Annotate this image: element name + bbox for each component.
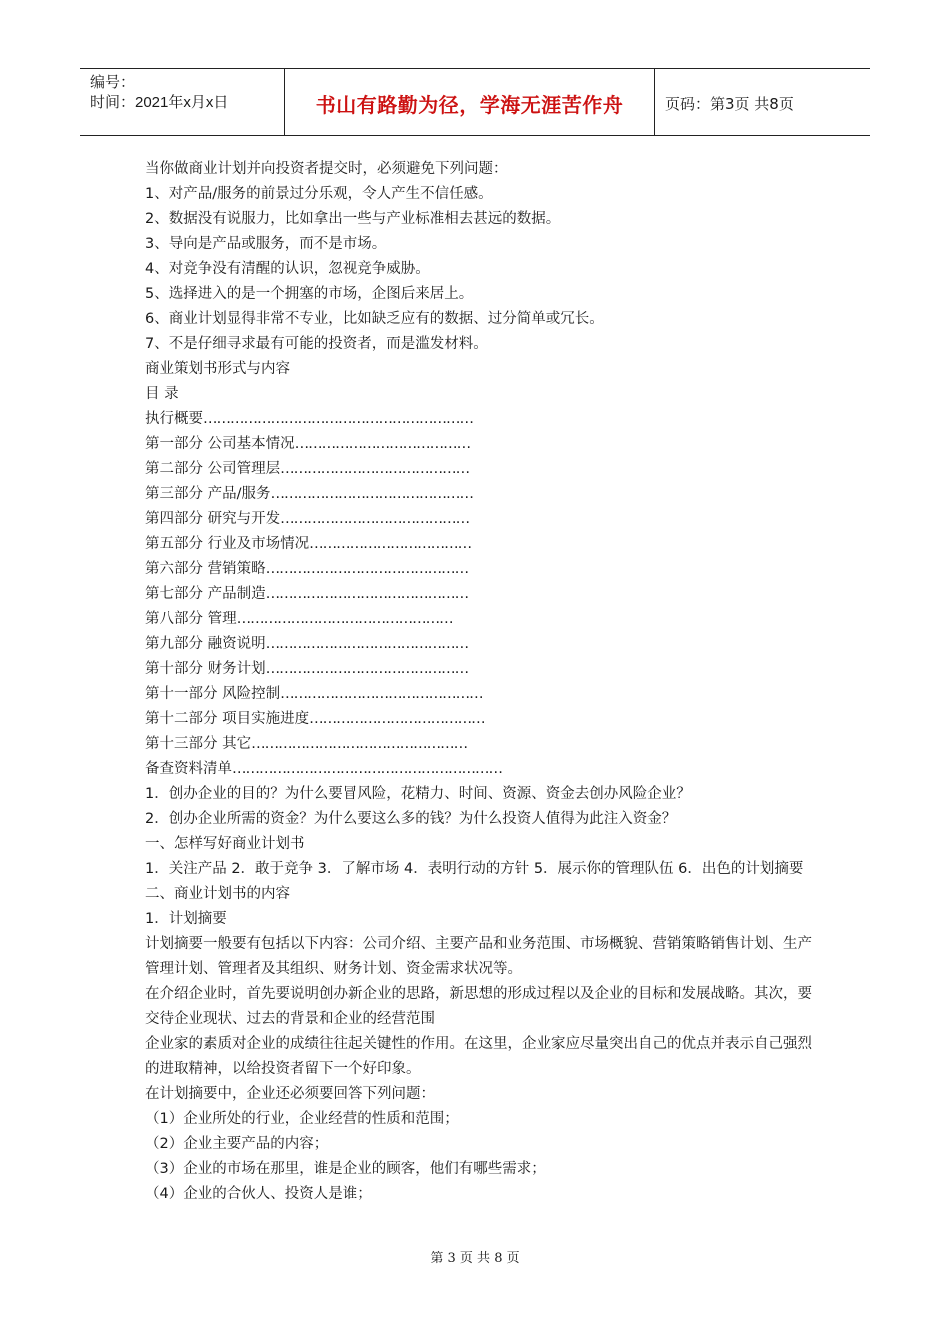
toc-entry: [145, 757, 815, 782]
toc-entry-label: 备查资料清单: [145, 761, 232, 777]
toc-entry-label: 第六部分 营销策略: [145, 561, 266, 577]
header-meta: [90, 73, 228, 113]
text-line: 4、对竞争没有清醒的认识，忽视竞争威胁。: [145, 261, 430, 277]
toc-heading: 目 录: [145, 386, 179, 402]
toc-leader-dots: ……………………………………………………: [232, 761, 502, 777]
toc-leader-dots: ………………………………………: [280, 686, 483, 702]
toc-leader-dots: …………………………………………: [236, 611, 453, 627]
toc-entry: [145, 507, 815, 532]
toc-entry-label: 执行概要: [145, 411, 203, 427]
toc-entry-label: 第九部分 融资说明: [145, 636, 266, 652]
page-footer: 第 3 页 共 8 页: [430, 1251, 520, 1266]
text-line: 1、对产品/服务的前景过分乐观，令人产生不信任感。: [145, 186, 493, 202]
header-number-label: 编号：: [90, 74, 136, 91]
toc-leader-dots: …………………………………: [309, 711, 485, 727]
toc-entry: [145, 632, 815, 657]
text-line: 2．创办企业所需的资金？为什么要这么多的钱？为什么投资人值得为此注入资金？: [145, 811, 677, 827]
toc-leader-dots: ………………………………………: [265, 561, 469, 577]
text-line: （3）企业的市场在那里，谁是企业的顾客，他们有哪些需求；: [145, 1161, 546, 1177]
toc-leader-dots: …………………………………………: [251, 736, 468, 752]
text-line: 6、商业计划显得非常不专业，比如缺乏应有的数据、过分简单或冗长。: [145, 311, 604, 327]
header-divider: [654, 69, 655, 135]
toc-entry: [145, 607, 815, 632]
section-heading: 商业策划书形式与内容: [145, 361, 290, 377]
section-heading: 二、商业计划书的内容: [145, 886, 290, 902]
toc-leader-dots: ………………………………………: [265, 636, 469, 652]
paragraph: 1．关注产品 2．敢于竞争 3．了解市场 4．表明行动的方针 5．展示你的管理队伍 6．出色的计划摘要: [145, 861, 804, 877]
toc-entry-label: 第十一部分 风险控制: [145, 686, 281, 702]
header-date-label: 时间：2021年x月x日: [90, 94, 229, 111]
toc-entry-label: 第三部分 产品/服务: [145, 486, 271, 502]
text-line: （4）企业的合伙人、投资人是谁；: [145, 1186, 372, 1202]
toc-entry: [145, 532, 815, 557]
header-page-label: 页码：第3页 共8页: [665, 95, 794, 113]
document-body: [145, 157, 815, 1207]
toc-entry: [145, 407, 815, 432]
toc-entry-label: 第十部分 财务计划: [145, 661, 266, 677]
text-line: 1．创办企业的目的？为什么要冒风险，花精力、时间、资源、资金去创办风险企业？: [145, 786, 691, 802]
toc-entry-label: 第五部分 行业及市场情况: [145, 536, 310, 552]
toc-leader-dots: ………………………………: [309, 536, 472, 552]
toc-entry-label: 第一部分 公司基本情况: [145, 436, 295, 452]
toc-entry-label: 第十二部分 项目实施进度: [145, 711, 310, 727]
toc-entry: [145, 707, 815, 732]
toc-entry-label: 第四部分 研究与开发: [145, 511, 281, 527]
text-line: 当你做商业计划并向投资者提交时，必须避免下列问题：: [145, 161, 508, 177]
toc-leader-dots: ……………………………………: [280, 461, 470, 477]
text-line: 在计划摘要中，企业还必须要回答下列问题：: [145, 1086, 435, 1102]
text-line: 7、不是仔细寻求最有可能的投资者，而是滥发材料。: [145, 336, 488, 352]
toc-entry-label: 第二部分 公司管理层: [145, 461, 281, 477]
toc-entry: [145, 482, 815, 507]
toc-leader-dots: ………………………………………: [265, 586, 469, 602]
paragraph: 企业家的素质对企业的成绩往往起关键性的作用。在这里，企业家应尽量突出自己的优点并表示自己强烈的进取精神，以给投资者留下一个好印象。: [145, 1036, 812, 1077]
paragraph: 计划摘要一般要有包括以下内容：公司介绍、主要产品和业务范围、市场概貌、营销策略销售计划、生产管理计划、管理者及其组织、财务计划、资金需求状况等。: [145, 936, 812, 977]
subsection-heading: 1．计划摘要: [145, 911, 227, 927]
text-line: 2、数据没有说服力，比如拿出一些与产业标准相去甚远的数据。: [145, 211, 561, 227]
toc-entry-label: 第十三部分 其它: [145, 736, 252, 752]
paragraph: 在介绍企业时，首先要说明创办新企业的思路，新思想的形成过程以及企业的目标和发展战略。其次，要交待企业现状、过去的背景和企业的经营范围: [145, 986, 812, 1027]
text-line: （1）企业所处的行业，企业经营的性质和范围；: [145, 1111, 459, 1127]
toc-entry-label: 第八部分 管理: [145, 611, 237, 627]
toc-entry: [145, 457, 815, 482]
toc-entry: [145, 732, 815, 757]
page-header: [80, 68, 870, 136]
section-heading: 一、怎样写好商业计划书: [145, 836, 305, 852]
toc-leader-dots: ………………………………………: [270, 486, 473, 502]
toc-leader-dots: ………………………………………: [265, 661, 469, 677]
header-motto: 书山有路勤为径，学海无涯苦作舟: [315, 93, 624, 117]
text-line: （2）企业主要产品的内容；: [145, 1136, 329, 1152]
toc-leader-dots: ……………………………………: [280, 511, 470, 527]
toc-entry: [145, 582, 815, 607]
toc-entry-label: 第七部分 产品制造: [145, 586, 266, 602]
toc-leader-dots: …………………………………: [294, 436, 471, 452]
toc-entry: [145, 657, 815, 682]
toc-entry: [145, 432, 815, 457]
toc-leader-dots: ……………………………………………………: [203, 411, 473, 427]
text-line: 3、导向是产品或服务，而不是市场。: [145, 236, 387, 252]
toc-entry: [145, 682, 815, 707]
text-line: 5、选择进入的是一个拥塞的市场，企图后来居上。: [145, 286, 474, 302]
toc-entry: [145, 557, 815, 582]
